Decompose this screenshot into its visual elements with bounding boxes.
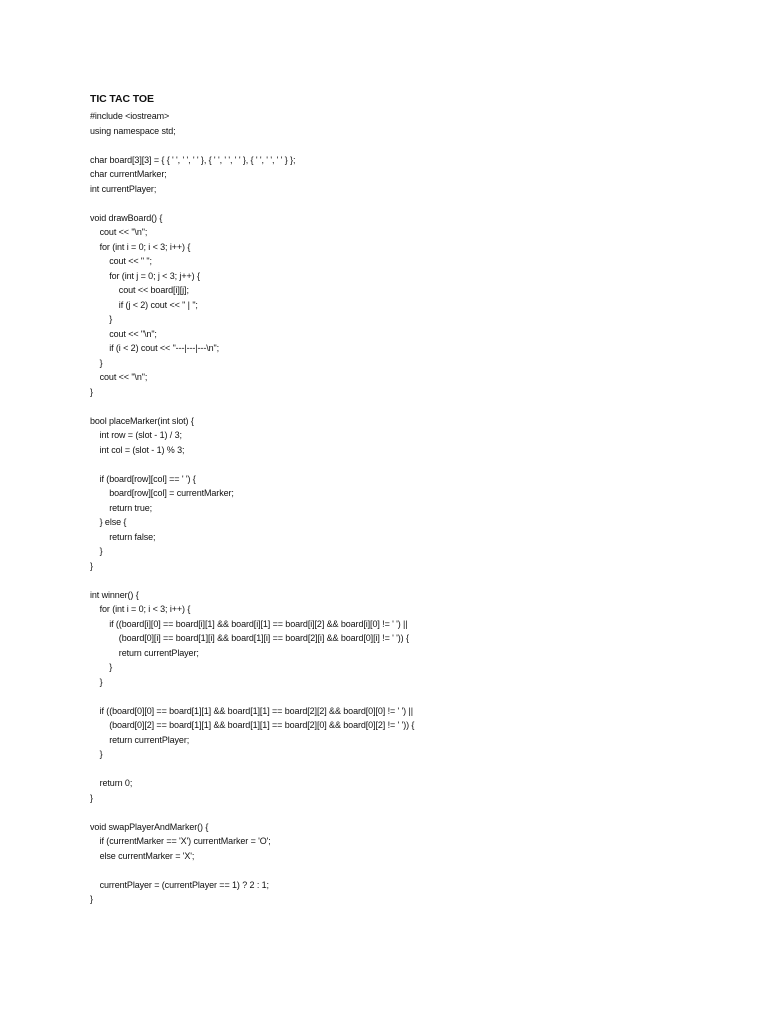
code-line: cout << "\n";: [90, 372, 148, 382]
code-line: using namespace std;: [90, 125, 176, 136]
code-line: char currentMarker;: [90, 169, 167, 179]
code-line: [90, 399, 730, 414]
code-line: int winner() {: [90, 589, 139, 600]
code-line: if (currentMarker == 'X') currentMarker = 'O';: [90, 836, 271, 846]
code-line: int row = (slot - 1) / 3;: [90, 430, 182, 440]
code-line: return 0;: [90, 778, 133, 788]
code-line: if ((board[i][0] == board[i][1] && board[i][1] == board[i][2] && board[i][0] != ' ') ||: [90, 618, 408, 629]
code-line: void swapPlayerAndMarker() {: [90, 821, 209, 832]
code-line: [90, 805, 730, 820]
code-line: #include <iostream>: [90, 111, 170, 121]
code-block: [90, 109, 730, 907]
code-line: char board[3][3] = { { ' ', ' ', ' ' }, { ' ', ' ', ' ' }, { ' ', ' ', ' ' } };: [90, 154, 296, 165]
code-line: if (j < 2) cout << " | ";: [90, 299, 198, 310]
code-line: cout << "\n";: [90, 328, 157, 339]
code-line: }: [90, 546, 103, 556]
code-line: [90, 762, 730, 777]
code-line: if (i < 2) cout << "---|---|---\n";: [90, 343, 220, 353]
code-line: void drawBoard() {: [90, 212, 163, 223]
code-line: }: [90, 314, 113, 324]
document-title: TIC TAC TOE: [90, 93, 154, 105]
code-line: currentPlayer = (currentPlayer == 1) ? 2 : 1;: [90, 879, 269, 890]
code-line: }: [90, 386, 93, 397]
code-line: (board[0][i] == board[1][i] && board[1][i] == board[2][i] && board[0][i] != ' ')) {: [90, 633, 409, 643]
code-line: int col = (slot - 1) % 3;: [90, 444, 185, 455]
code-line: cout << "\n";: [90, 227, 148, 237]
code-line: bool placeMarker(int slot) {: [90, 415, 194, 426]
code-line: return currentPlayer;: [90, 647, 199, 658]
code-line: }: [90, 749, 103, 759]
code-line: return true;: [90, 502, 153, 513]
code-line: for (int j = 0; j < 3; j++) {: [90, 270, 200, 281]
code-line: }: [90, 662, 113, 672]
code-line: }: [90, 560, 93, 571]
code-line: cout << " ";: [90, 256, 152, 266]
code-line: for (int i = 0; i < 3; i++) {: [90, 241, 191, 252]
code-line: }: [90, 357, 103, 368]
code-line: if (board[row][col] == ' ') {: [90, 473, 196, 484]
code-line: board[row][col] = currentMarker;: [90, 488, 234, 498]
code-line: [90, 457, 730, 472]
code-line: [90, 196, 730, 211]
code-line: for (int i = 0; i < 3; i++) {: [90, 604, 191, 614]
code-line: [90, 863, 730, 878]
code-line: }: [90, 676, 103, 687]
code-line: int currentPlayer;: [90, 183, 157, 194]
code-line: [90, 689, 730, 704]
code-line: (board[0][2] == board[1][1] && board[1][1] == board[2][0] && board[0][2] != ' ')) {: [90, 720, 415, 730]
code-line: else currentMarker = 'X';: [90, 850, 195, 861]
code-line: }: [90, 894, 93, 904]
code-line: return false;: [90, 531, 156, 542]
code-line: return currentPlayer;: [90, 734, 190, 745]
code-line: if ((board[0][0] == board[1][1] && board[1][1] == board[2][2] && board[0][0] != ' ') ||: [90, 705, 413, 716]
code-line: } else {: [90, 517, 127, 527]
code-line: [90, 573, 730, 588]
code-line: }: [90, 792, 93, 803]
code-line: [90, 138, 730, 153]
code-line: cout << board[i][j];: [90, 285, 189, 295]
